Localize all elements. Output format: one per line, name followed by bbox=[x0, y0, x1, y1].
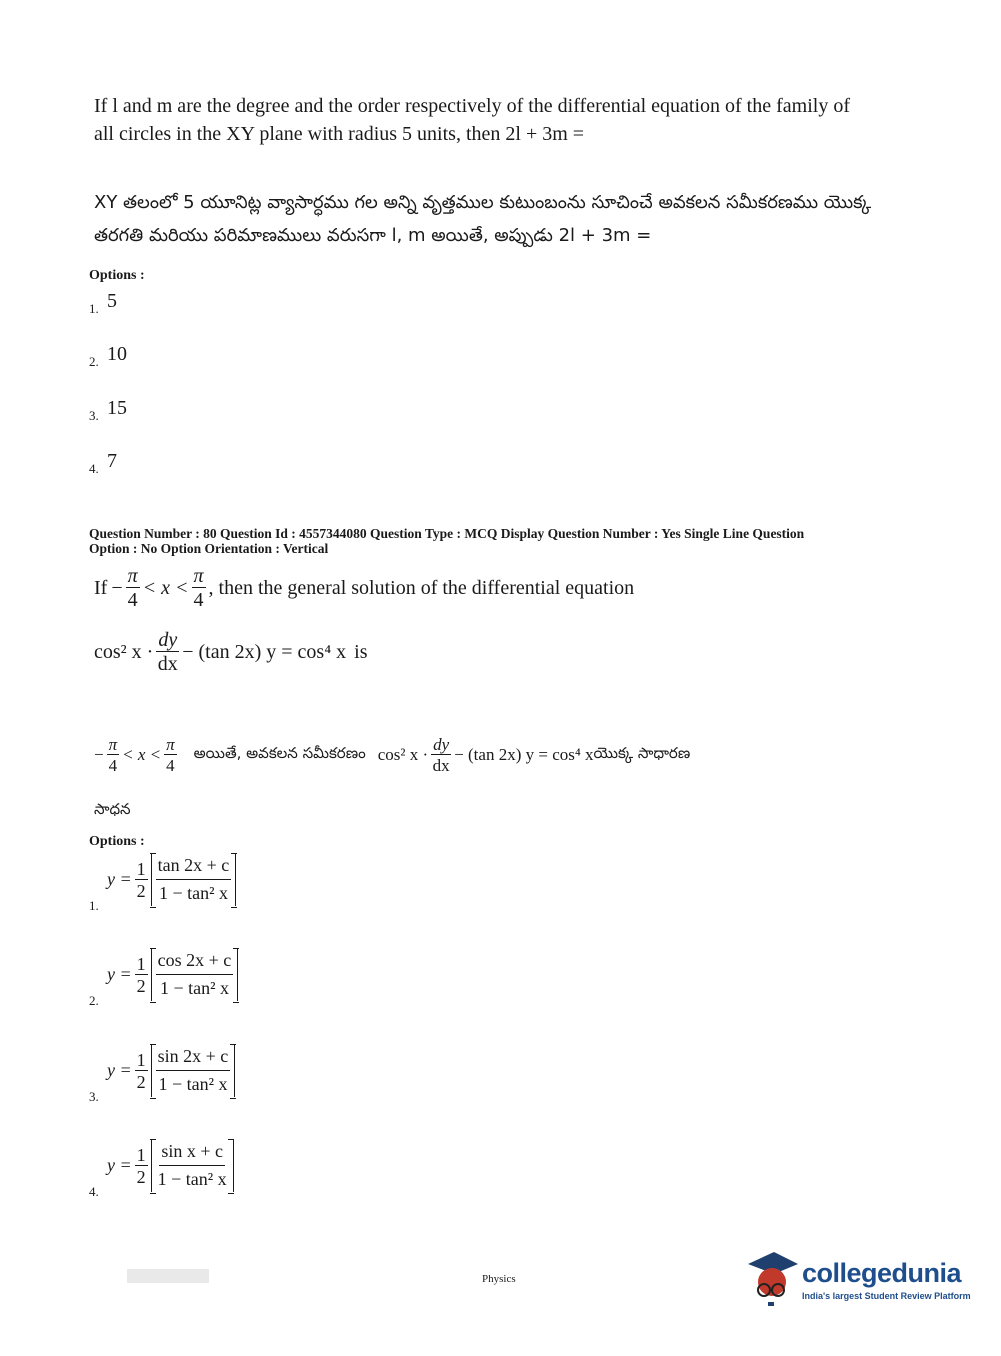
question-meta bbox=[89, 526, 889, 556]
question-meta-line2: Option : No Option Orientation : Vertical bbox=[89, 541, 329, 556]
telugu-sadhana: సాధన bbox=[94, 800, 131, 818]
footer-subject: Physics bbox=[482, 1273, 516, 1285]
options-heading: Options : bbox=[89, 268, 145, 283]
option-1[interactable] bbox=[89, 290, 117, 317]
then-text: , then the general solution of the differential equation bbox=[208, 576, 635, 599]
option-number: 1. bbox=[89, 301, 99, 316]
differential-equation: cos² x · $\frac{dy}{dx}$ − (tan 2x) y = cos⁴ x is bbox=[94, 629, 368, 675]
footer-placeholder-box bbox=[127, 1269, 209, 1283]
option-4[interactable]: 4. y = $\frac{1}{2}$ sin x + c 1 − tan² x bbox=[89, 1139, 234, 1202]
option-3[interactable]: 3. y = $\frac{1}{2}$ sin 2x + c 1 − tan² x bbox=[89, 1044, 235, 1107]
dy-dx: $\frac{dy}{dx}$ bbox=[157, 629, 178, 675]
option-value: 7 bbox=[107, 450, 117, 472]
question-80-telugu: − $\frac{\pi}{4}$ < x < $\frac{\pi}{4}$ అయితే, అవకలన సమీకరణం cos² x · $\frac{dy}{dx}$ − (tan 2x) y = cos⁴ x యొక్క సాధారణ bbox=[94, 735, 691, 775]
question-meta-line1: Question Number : 80 Question Id : 4557344080 Question Type : MCQ Display Question Number : Yes Single Line Question bbox=[89, 526, 805, 541]
question-text-telugu: XY తలంలో 5 యూనిట్ల వ్యాసార్ధము గల అన్ని వృత్తముల కుటుంబంను సూచించే అవకలన సమీకరణము యొక్క తరగతి మరియు పరిమాణములు వరుసగా l, m అయితే, అప్పుడు 2l + 3m = bbox=[94, 192, 872, 246]
option-value: 5 bbox=[107, 290, 117, 312]
option-value: 15 bbox=[107, 397, 127, 419]
option-2[interactable]: 2. y = $\frac{1}{2}$ cos 2x + c 1 − tan² x bbox=[89, 948, 238, 1011]
collegedunia-logo[interactable] bbox=[744, 1250, 971, 1308]
mascot-icon bbox=[744, 1250, 800, 1308]
neg-pi-over-4: $\frac{\pi}{4}$ bbox=[127, 565, 138, 611]
question-80-condition: If − $\frac{\pi}{4}$ < x < $\frac{\pi}{4}$ , then the general solution of the differential equation bbox=[94, 565, 635, 611]
option-number: 4. bbox=[89, 461, 99, 476]
option-4[interactable] bbox=[89, 450, 117, 477]
option-1[interactable]: 1. y = $\frac{1}{2}$ tan 2x + c 1 − tan² x bbox=[89, 853, 236, 916]
option-3[interactable] bbox=[89, 397, 127, 424]
logo-tagline: India's largest Student Review Platform bbox=[802, 1290, 971, 1301]
option-2[interactable] bbox=[89, 343, 127, 370]
logo-name: collegedunia bbox=[802, 1257, 962, 1288]
pi-over-4: $\frac{\pi}{4}$ bbox=[193, 565, 204, 611]
option-number: 2. bbox=[89, 354, 99, 369]
if-word: If bbox=[94, 576, 108, 599]
options-heading: Options : bbox=[89, 834, 145, 849]
option-number: 3. bbox=[89, 408, 99, 423]
question-text-english: If l and m are the degree and the order respectively of the differential equation of the family of all circles in the XY plane with radius 5 units, then 2l + 3m = bbox=[94, 95, 850, 145]
option-value: 10 bbox=[107, 343, 127, 365]
